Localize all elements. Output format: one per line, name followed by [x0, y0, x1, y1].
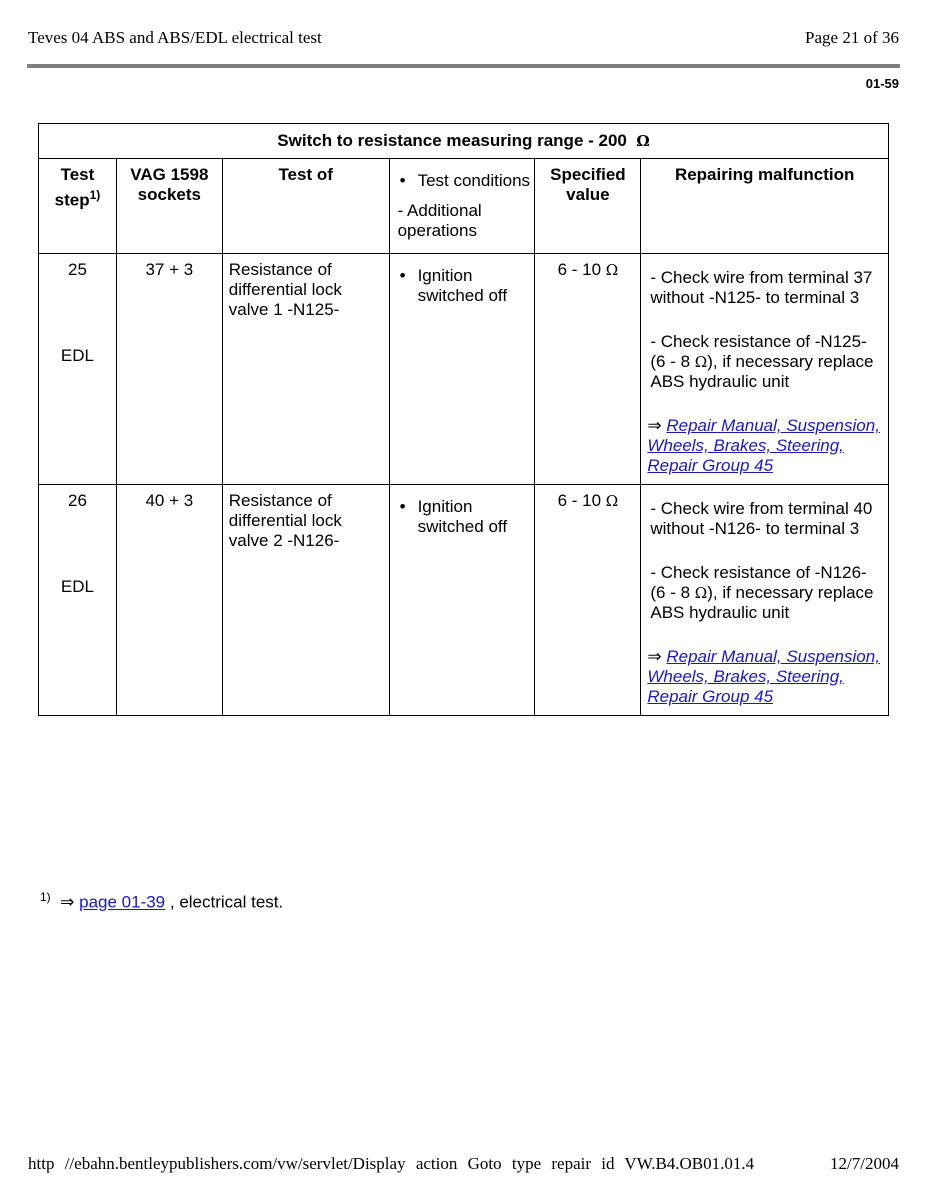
condition-cell: • Ignition switched off [389, 485, 535, 716]
repair-cell: - Check wire from terminal 37 without -N125- to terminal 3 - Check resistance of -N125- (6 - 8 Ω), if necessary replace ABS hydraulic unit ⇒ Repair Manual, Suspension, Wheels, Brakes, Steering, Repair Group 45 [641, 254, 889, 485]
document-title: Teves 04 ABS and ABS/EDL electrical test [28, 28, 322, 47]
repair-manual-link[interactable]: Repair Manual, Suspension, Wheels, Brakes, Steering, Repair Group 45 [647, 647, 880, 706]
page-link[interactable]: page 01-39 [79, 892, 166, 912]
col-header-test-of: Test of [222, 159, 389, 254]
repair-manual-link[interactable]: Repair Manual, Suspension, Wheels, Brakes, Steering, Repair Group 45 [647, 416, 880, 475]
specified-value-cell: 6 - 10 Ω [535, 254, 641, 485]
test-of-cell: Resistance of differential lock valve 1 -N125- [222, 254, 389, 485]
table-title: Switch to resistance measuring range - 200 Ω [39, 124, 889, 159]
repair-cell: - Check wire from terminal 40 without -N126- to terminal 3 - Check resistance of -N126- (6 - 8 Ω), if necessary replace ABS hydraulic unit ⇒ Repair Manual, Suspension, Wheels, Brakes, Steering, Repair Group 45 [641, 485, 889, 716]
condition-cell: • Ignition switched off [389, 254, 535, 485]
arrow-icon: ⇒ [647, 416, 662, 435]
arrow-icon: ⇒ [647, 647, 662, 666]
table-row [39, 254, 889, 485]
arrow-icon: ⇒ [60, 892, 75, 912]
omega-symbol: Ω [636, 132, 650, 150]
page-indicator: Page 21 of 36 [805, 28, 899, 47]
footer-url: http //ebahn.bentleypublishers.com/vw/servlet/Display action Goto type repair id VW.B4.OB01.01.4 [28, 1154, 755, 1173]
specified-value-cell: 6 - 10 Ω [535, 485, 641, 716]
footnote-marker: 1) [40, 890, 51, 904]
footer-date: 12/7/2004 [830, 1154, 899, 1173]
section-number: 01-59 [865, 76, 899, 91]
sockets-cell: 37 + 3 [116, 254, 222, 485]
resistance-test-table [38, 123, 889, 716]
footnote-text: , electrical test. [169, 892, 284, 912]
col-header-repair: Repairing malfunction [641, 159, 889, 254]
col-header-step: Test step$^{1)}$ [39, 159, 117, 254]
col-header-conditions: • Test conditions - Additional operations [389, 159, 535, 254]
test-of-cell: Resistance of differential lock valve 2 -N126- [222, 485, 389, 716]
header-rule [27, 64, 900, 68]
footnote [40, 890, 283, 913]
step-cell: 26 EDL [39, 485, 117, 716]
table-row [39, 485, 889, 716]
step-cell: 25 EDL [39, 254, 117, 485]
table-header-row [39, 159, 889, 254]
col-header-sockets: VAG 1598 sockets [116, 159, 222, 254]
sockets-cell: 40 + 3 [116, 485, 222, 716]
col-header-specified: Specified value [535, 159, 641, 254]
